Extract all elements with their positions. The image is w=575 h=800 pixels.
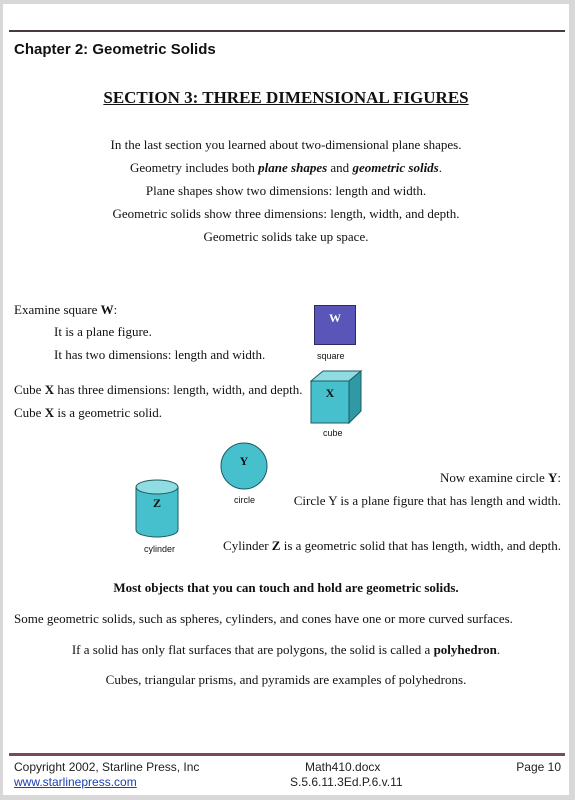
- footer-filename: Math410.docx: [305, 760, 381, 774]
- cube-line-2: [14, 405, 162, 421]
- polyhedron-line-pre: If a solid has only flat surfaces that are polygons, the solid is called a: [71, 642, 434, 657]
- footer-page-number: Page 10: [516, 760, 561, 774]
- cube-line-2-post: is a geometric solid.: [54, 405, 163, 420]
- square-line-1: It is a plane figure.: [54, 324, 152, 339]
- circle-heading: [440, 470, 561, 486]
- cube-caption: cube: [323, 428, 343, 438]
- cylinder-caption: cylinder: [144, 544, 176, 554]
- term-geometric-solids: geometric solids: [352, 160, 439, 175]
- circle-heading-letter: Y: [547, 470, 558, 485]
- cube-line-1: [14, 382, 303, 398]
- chapter-title: Chapter 2: Geometric Solids: [14, 41, 216, 58]
- bold-statement: Most objects that you can touch and hold are geometric solids.: [113, 580, 459, 595]
- cylinder-line-letter: Z: [271, 538, 281, 553]
- intro-line-5: Geometric solids take up space.: [203, 229, 369, 244]
- document-page: [3, 4, 569, 795]
- footer-code: S.5.6.11.3Ed.P.6.v.11: [290, 775, 403, 789]
- intro-line-2-pre: Geometry includes both: [130, 160, 259, 175]
- square-heading-pre: Examine square: [14, 302, 101, 317]
- square-caption: square: [317, 351, 345, 361]
- cube-line-1-letter: X: [44, 382, 55, 397]
- cylinder-line: [223, 538, 561, 554]
- circle-line-1: Circle Y is a plane figure that has length and width.: [293, 493, 561, 508]
- examples-line: Cubes, triangular prisms, and pyramids are examples of polyhedrons.: [105, 672, 467, 687]
- curved-surfaces-line: Some geometric solids, such as spheres, cylinders, and cones have one or more curved surfaces.: [14, 611, 513, 626]
- intro-line-1: In the last section you learned about two-dimensional plane shapes.: [110, 137, 462, 152]
- cylinder-line-pre: Cylinder: [223, 538, 272, 553]
- polyhedron-line-post: .: [496, 642, 501, 657]
- top-divider: [9, 30, 565, 32]
- polyhedron-line: [3, 642, 569, 658]
- square-heading-post: :: [113, 302, 118, 317]
- cylinder-z-letter: Z: [152, 496, 161, 510]
- cube-x-letter: X: [325, 386, 335, 400]
- footer-copyright: Copyright 2002, Starline Press, Inc: [14, 760, 200, 774]
- intro-line-4: Geometric solids show three dimensions: length, width, and depth.: [112, 206, 460, 221]
- circle-heading-post: :: [557, 470, 561, 485]
- square-w-figure: [314, 305, 356, 345]
- footer-website-link[interactable]: www.starlinepress.com: [14, 775, 137, 789]
- term-plane-shapes: plane shapes: [258, 160, 328, 175]
- square-heading-letter: W: [100, 302, 114, 317]
- square-heading: [14, 302, 117, 318]
- cube-line-1-post: has three dimensions: length, width, and depth.: [54, 382, 303, 397]
- circle-y-letter: Y: [239, 454, 249, 468]
- cube-line-1-pre: Cube: [14, 382, 45, 397]
- intro-line-2-post: .: [438, 160, 442, 175]
- cube-line-2-letter: X: [44, 405, 55, 420]
- term-polyhedron: polyhedron: [433, 642, 497, 657]
- circle-heading-pre: Now examine circle: [440, 470, 548, 485]
- intro-line-2: [3, 160, 569, 176]
- square-w-letter: W: [329, 311, 341, 325]
- cylinder-line-post: is a geometric solid that has length, width, and depth.: [280, 538, 561, 553]
- bottom-divider: [9, 753, 565, 756]
- cube-line-2-pre: Cube: [14, 405, 45, 420]
- section-title: SECTION 3: THREE DIMENSIONAL FIGURES: [103, 88, 469, 107]
- circle-caption: circle: [234, 495, 256, 505]
- intro-line-3: Plane shapes show two dimensions: length and width.: [145, 183, 427, 198]
- intro-line-2-mid: and: [327, 160, 353, 175]
- square-line-2: It has two dimensions: length and width.: [54, 347, 266, 362]
